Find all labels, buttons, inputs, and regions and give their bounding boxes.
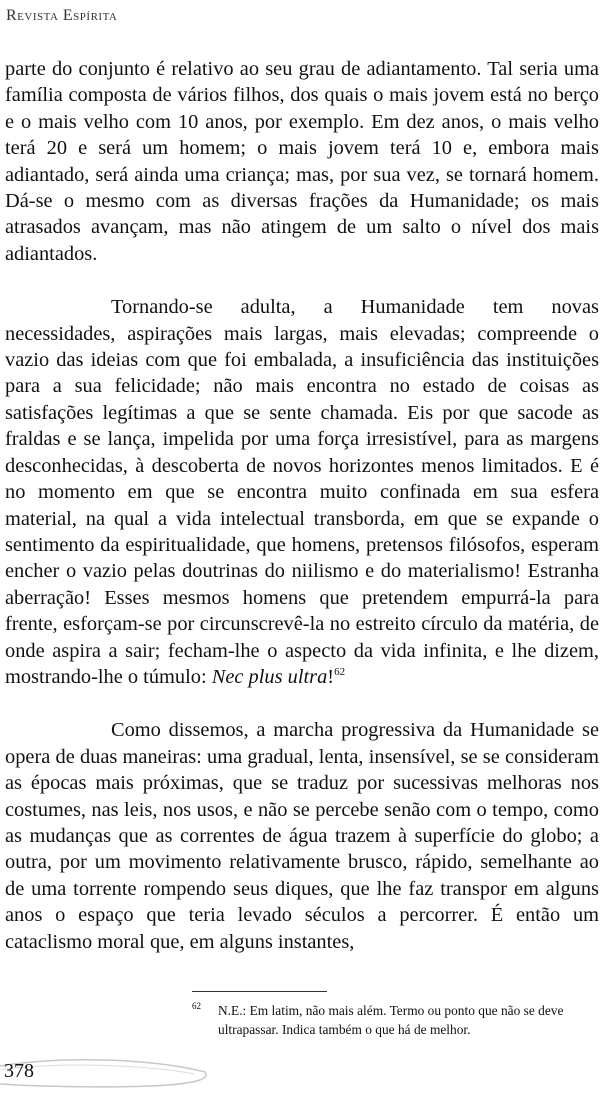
page-ornament-icon — [0, 1050, 230, 1094]
exclamation: ! — [327, 665, 335, 688]
footnote-text: N.E.: Em latim, não mais além. Termo ou ponto que não se deve ultrapassar. Indica também o que há de melhor. — [218, 1003, 564, 1037]
footnote-divider — [192, 991, 327, 992]
footnote-reference[interactable]: 62 — [334, 666, 346, 679]
latin-phrase: Nec plus ultra — [211, 665, 328, 688]
footnote — [192, 1001, 602, 1039]
paragraph-2-text: Tornando-se adulta, a Humanidade tem novas necessidades, aspirações mais largas, mais elevadas; compreende o vazio das ideias com que foi embalada, a insuficiência das instituições para a sua felicidade; não mais encontra no estado de coisas as satisfações legítimas a que se sente chamada. Eis por que sacode as fraldas e se lança, impelida por uma força irresistível, para as margens desconhecidas, à descoberta de novos horizontes menos limitados. E é no momento em que se encontra muito confinada em sua esfera material, na qual a vida intelectual transborda, em que se expande o sentimento da espiritualidade, que homens, pretensos filósofos, esperam encher o vazio pelas doutrinas do niilismo e do materialismo! Estranha aberração! Esses mesmos homens que pretendem empurrá-la para frente, esforçam-se por circunscrevê-la no estreito círculo da matéria, de onde aspira a sair; fecham-lhe o aspecto da vida infinita, e lhe dizem, mostrando-lhe o túmulo: — [5, 296, 599, 688]
body-text — [5, 56, 599, 955]
paragraph-2 — [5, 294, 599, 690]
footnote-number: 62 — [192, 1001, 201, 1011]
paragraph-1: parte do conjunto é relativo ao seu grau de adiantamento. Tal seria uma família composta de vários filhos, dos quais o mais jovem está no berço e o mais velho com 10 anos, por exemplo. Em dez anos, o mais velho terá 20 e será um homem; o mais jovem terá 10 e, embora mais adiantado, será ainda uma criança; mas, por sua vez, se tornará homem. Dá-se o mesmo com as diversas frações da Humanidade; os mais atrasados avançam, mas não atingem de um salto o nível dos mais adiantados. — [5, 58, 599, 265]
running-header: Revista Espírita — [6, 7, 118, 24]
paragraph-3: Como dissemos, a marcha progressiva da Humanidade se opera de duas maneiras: uma gradual, lenta, insensível, se se consideram as épocas mais próximas, que se traduz por sucessivas melhoras nos costumes, nas leis, nos usos, e não se percebe senão com o tempo, como as mudanças que as correntes de água trazem à superfície do globo; a outra, por um movimento relativamente brusco, rápido, semelhante ao de uma torrente rompendo seus diques, que lhe faz transpor em alguns anos o espaço que teria levado séculos a percorrer. É então um cataclismo moral que, em alguns instantes, — [5, 719, 599, 953]
page-number: 378 — [4, 1060, 34, 1082]
